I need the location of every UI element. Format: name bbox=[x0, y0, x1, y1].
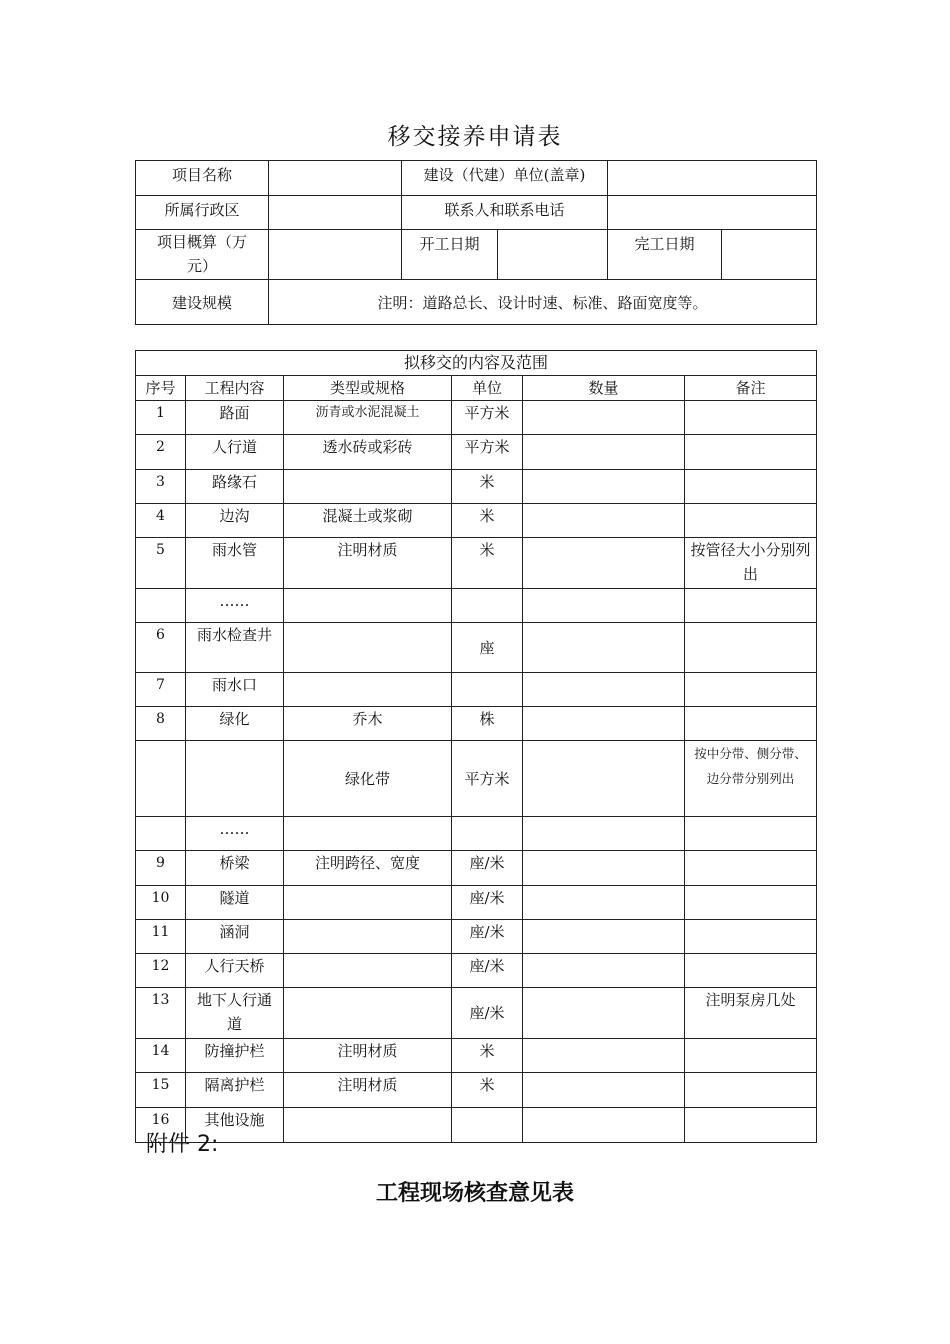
unit bbox=[452, 673, 523, 707]
work-content bbox=[186, 741, 284, 817]
row-number: 3 bbox=[136, 470, 186, 504]
type-spec bbox=[284, 1108, 452, 1143]
quantity[interactable] bbox=[523, 920, 685, 954]
row-number: 13 bbox=[136, 988, 186, 1039]
type-spec: 透水砖或彩砖 bbox=[284, 435, 452, 470]
remark bbox=[685, 504, 817, 538]
unit: 座/米 bbox=[452, 920, 523, 954]
quantity[interactable] bbox=[523, 988, 685, 1039]
quantity[interactable] bbox=[523, 401, 685, 435]
table-row bbox=[136, 817, 817, 851]
table-row bbox=[136, 1108, 817, 1143]
row-number: 1 bbox=[136, 401, 186, 435]
work-content: 边沟 bbox=[186, 504, 284, 538]
remark: 注明泵房几处 bbox=[685, 988, 817, 1039]
column-header: 工程内容 bbox=[186, 376, 284, 401]
type-spec bbox=[284, 673, 452, 707]
form-title: 移交接养申请表 bbox=[387, 124, 563, 150]
quantity[interactable] bbox=[523, 741, 685, 817]
type-spec: 注明跨径、宽度 bbox=[284, 851, 452, 886]
quantity[interactable] bbox=[523, 954, 685, 988]
quantity[interactable] bbox=[523, 538, 685, 589]
budget-label: 项目概算（万元） bbox=[136, 230, 269, 280]
quantity[interactable] bbox=[523, 851, 685, 886]
type-spec: 注明材质 bbox=[284, 538, 452, 589]
row-number: 2 bbox=[136, 435, 186, 470]
type-spec: 注明材质 bbox=[284, 1073, 452, 1108]
work-content: 雨水检查井 bbox=[186, 623, 284, 673]
table-row bbox=[136, 401, 817, 435]
work-content: 人行道 bbox=[186, 435, 284, 470]
builder-field[interactable] bbox=[608, 161, 817, 196]
unit: 座/米 bbox=[452, 954, 523, 988]
row-number: 5 bbox=[136, 538, 186, 589]
table-row bbox=[136, 886, 817, 920]
quantity[interactable] bbox=[523, 673, 685, 707]
type-spec bbox=[284, 988, 452, 1039]
row-number: 15 bbox=[136, 1073, 186, 1108]
unit: 座 bbox=[452, 623, 523, 673]
column-header: 类型或规格 bbox=[284, 376, 452, 401]
end-date-field[interactable] bbox=[722, 230, 817, 280]
unit: 平方米 bbox=[452, 741, 523, 817]
work-content: 防撞护栏 bbox=[186, 1039, 284, 1073]
unit: 平方米 bbox=[452, 435, 523, 470]
type-spec bbox=[284, 623, 452, 673]
unit: 米 bbox=[452, 1073, 523, 1108]
unit: 座/米 bbox=[452, 988, 523, 1039]
type-spec: 注明材质 bbox=[284, 1039, 452, 1073]
type-spec bbox=[284, 817, 452, 851]
remark bbox=[685, 851, 817, 886]
district-field[interactable] bbox=[269, 196, 402, 230]
remark: 按中分带、侧分带、边分带分别列出 bbox=[685, 741, 817, 817]
remark bbox=[685, 886, 817, 920]
row-number: 7 bbox=[136, 673, 186, 707]
row-number: 6 bbox=[136, 623, 186, 673]
remark bbox=[685, 470, 817, 504]
table-row bbox=[136, 741, 817, 817]
type-spec bbox=[284, 886, 452, 920]
work-content: 涵洞 bbox=[186, 920, 284, 954]
table-row bbox=[136, 1073, 817, 1108]
unit: 米 bbox=[452, 538, 523, 589]
column-header: 序号 bbox=[136, 376, 186, 401]
quantity[interactable] bbox=[523, 1039, 685, 1073]
column-header: 备注 bbox=[685, 376, 817, 401]
quantity[interactable] bbox=[523, 435, 685, 470]
unit: 米 bbox=[452, 504, 523, 538]
unit: 米 bbox=[452, 1039, 523, 1073]
remark bbox=[685, 401, 817, 435]
unit bbox=[452, 817, 523, 851]
remark bbox=[685, 1073, 817, 1108]
unit: 米 bbox=[452, 470, 523, 504]
row-number bbox=[136, 817, 186, 851]
scale-label: 建设规模 bbox=[136, 280, 269, 325]
scale-note[interactable]: 注明：道路总长、设计时速、标准、路面宽度等。 bbox=[269, 280, 817, 325]
start-date-label: 开工日期 bbox=[402, 230, 498, 280]
type-spec bbox=[284, 954, 452, 988]
table-row bbox=[136, 538, 817, 589]
quantity[interactable] bbox=[523, 623, 685, 673]
row-number: 16 bbox=[136, 1108, 186, 1143]
table-row bbox=[136, 920, 817, 954]
quantity[interactable] bbox=[523, 504, 685, 538]
remark bbox=[685, 673, 817, 707]
work-content: 隔离护栏 bbox=[186, 1073, 284, 1108]
work-content: 隧道 bbox=[186, 886, 284, 920]
transfer-items-table bbox=[135, 350, 817, 1143]
row-number: 11 bbox=[136, 920, 186, 954]
scope-title: 拟移交的内容及范围 bbox=[136, 351, 817, 376]
remark bbox=[685, 623, 817, 673]
remark bbox=[685, 1039, 817, 1073]
work-content: …… bbox=[186, 817, 284, 851]
table-row bbox=[136, 707, 817, 741]
end-date-label: 完工日期 bbox=[608, 230, 722, 280]
work-content: 路面 bbox=[186, 401, 284, 435]
type-spec: 绿化带 bbox=[284, 741, 452, 817]
remark bbox=[685, 707, 817, 741]
table-row bbox=[136, 470, 817, 504]
table-row bbox=[136, 851, 817, 886]
project-info-table bbox=[135, 160, 817, 325]
attachment-label: 附件 2: bbox=[146, 1132, 219, 1157]
work-content: 雨水管 bbox=[186, 538, 284, 589]
type-spec bbox=[284, 589, 452, 623]
work-content: 桥梁 bbox=[186, 851, 284, 886]
contact-field[interactable] bbox=[608, 196, 817, 230]
remark: 按管径大小分别列出 bbox=[685, 538, 817, 589]
unit: 株 bbox=[452, 707, 523, 741]
quantity[interactable] bbox=[523, 470, 685, 504]
contact-label: 联系人和联系电话 bbox=[402, 196, 608, 230]
quantity[interactable] bbox=[523, 1108, 685, 1143]
remark bbox=[685, 920, 817, 954]
work-content: 人行天桥 bbox=[186, 954, 284, 988]
quantity[interactable] bbox=[523, 817, 685, 851]
remark bbox=[685, 1108, 817, 1143]
builder-label: 建设（代建）单位(盖章) bbox=[402, 161, 608, 196]
unit: 座/米 bbox=[452, 886, 523, 920]
row-number: 9 bbox=[136, 851, 186, 886]
work-content: 地下人行通道 bbox=[186, 988, 284, 1039]
row-number bbox=[136, 741, 186, 817]
next-form-title: 工程现场核查意见表 bbox=[375, 1180, 574, 1206]
row-number: 8 bbox=[136, 707, 186, 741]
work-content: …… bbox=[186, 589, 284, 623]
type-spec bbox=[284, 920, 452, 954]
column-header: 单位 bbox=[452, 376, 523, 401]
table-row bbox=[136, 435, 817, 470]
unit bbox=[452, 589, 523, 623]
unit: 平方米 bbox=[452, 401, 523, 435]
remark bbox=[685, 817, 817, 851]
project-name-label: 项目名称 bbox=[136, 161, 269, 196]
unit bbox=[452, 1108, 523, 1143]
quantity[interactable] bbox=[523, 589, 685, 623]
district-label: 所属行政区 bbox=[136, 196, 269, 230]
row-number bbox=[136, 589, 186, 623]
table-row bbox=[136, 623, 817, 673]
table-row bbox=[136, 589, 817, 623]
table-row bbox=[136, 504, 817, 538]
table-row bbox=[136, 673, 817, 707]
table-row bbox=[136, 1039, 817, 1073]
remark bbox=[685, 435, 817, 470]
remark bbox=[685, 954, 817, 988]
start-date-field[interactable] bbox=[498, 230, 608, 280]
type-spec: 沥青或水泥混凝土 bbox=[284, 401, 452, 435]
work-content: 绿化 bbox=[186, 707, 284, 741]
unit: 座/米 bbox=[452, 851, 523, 886]
quantity[interactable] bbox=[523, 886, 685, 920]
work-content: 路缘石 bbox=[186, 470, 284, 504]
work-content: 雨水口 bbox=[186, 673, 284, 707]
work-content: 其他设施 bbox=[186, 1108, 284, 1143]
type-spec bbox=[284, 470, 452, 504]
quantity[interactable] bbox=[523, 1073, 685, 1108]
column-header: 数量 bbox=[523, 376, 685, 401]
row-number: 14 bbox=[136, 1039, 186, 1073]
project-name-field[interactable] bbox=[269, 161, 402, 196]
budget-field[interactable] bbox=[269, 230, 402, 280]
type-spec: 混凝土或浆砌 bbox=[284, 504, 452, 538]
table-row bbox=[136, 988, 817, 1039]
row-number: 12 bbox=[136, 954, 186, 988]
row-number: 4 bbox=[136, 504, 186, 538]
row-number: 10 bbox=[136, 886, 186, 920]
remark bbox=[685, 589, 817, 623]
type-spec: 乔木 bbox=[284, 707, 452, 741]
quantity[interactable] bbox=[523, 707, 685, 741]
table-row bbox=[136, 954, 817, 988]
